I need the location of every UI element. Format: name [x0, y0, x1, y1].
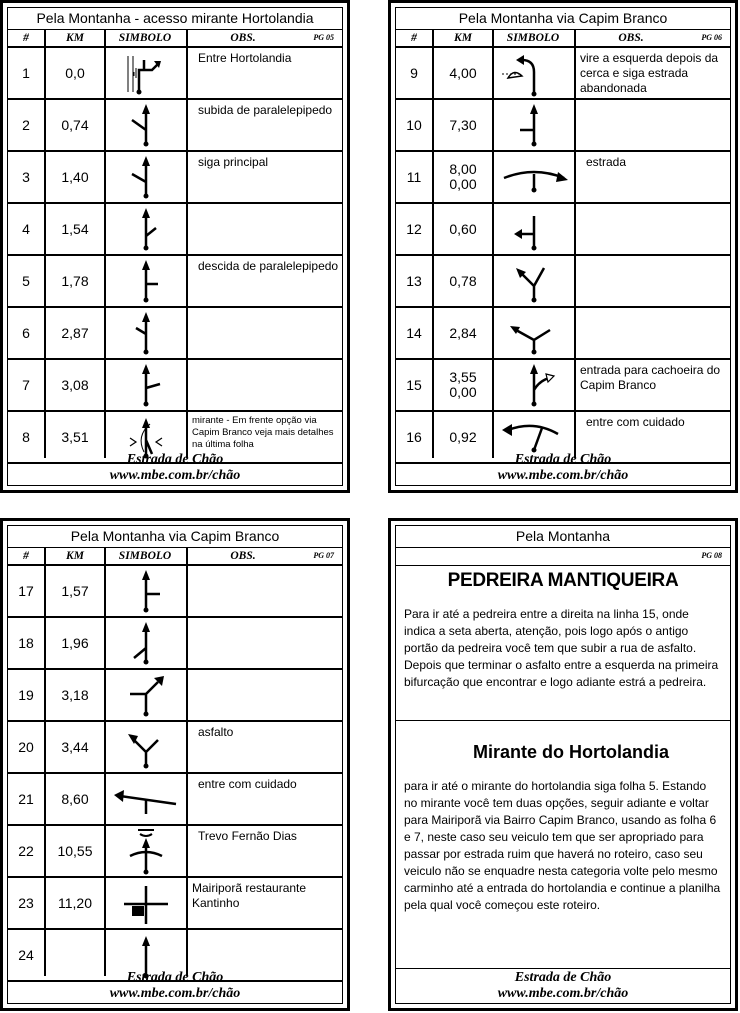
km-value: 1,40 — [61, 168, 89, 185]
km-cell — [46, 878, 104, 928]
section-text-mirante: para ir até o mirante do hortolandia siga folha 5. Estando no mirante você tem duas opções, seguir adiante e voltar para Mairiporã via Bairro Capim Branco, usando as folha 6 e 7, neste caso seu veiculo tem que ser apropriado para passar por estrada ruim que haverá no roteiro, caso seu veiculo não se enquadre nesta categoria volte pelo mesmo carminho até a entrada do hortolandia e continue a planilha pela qual você começou este roteiro. — [404, 779, 721, 912]
km-value: 0,78 — [449, 272, 477, 289]
observation-text: siga principal — [198, 155, 269, 169]
direction-arrow-icon — [106, 670, 186, 720]
km-value: 3,44 — [61, 738, 89, 755]
km-cell — [46, 670, 104, 720]
header-symbol: SIMBOLO — [118, 32, 172, 44]
km-cell — [434, 308, 492, 358]
row-number: 17 — [18, 582, 34, 599]
km-value: 7,30 — [449, 116, 477, 133]
km-reset-value: 0,00 — [449, 384, 477, 400]
km-value: 2,84 — [449, 324, 477, 341]
direction-arrow-icon — [494, 256, 574, 306]
km-value: 0,60 — [449, 220, 477, 237]
page-number: PG 08 — [701, 551, 722, 560]
km-value: 8,00 — [449, 161, 477, 177]
header-km: KM — [66, 32, 84, 44]
row-number: 7 — [22, 376, 30, 393]
row-number: 8 — [22, 428, 30, 445]
section-text-pedreira: Para ir até a pedreira entre a direita na linha 15, onde indica a seta aberta, atenção, pois logo após o antigo portão da pedreira você tem que subir a rua de asfalto. Depois que terminar o asfalto entre a esquerda na primeira bifurcação que encontrar e logo adiante estrá a pedreira. — [404, 607, 719, 689]
km-value: 0,92 — [449, 428, 477, 445]
table-row — [8, 360, 342, 412]
table-row — [8, 308, 342, 360]
observation-text: entre com cuidado — [198, 777, 297, 791]
info-card-pg08 — [388, 518, 738, 1011]
header-km: KM — [454, 32, 472, 44]
table-row — [8, 878, 342, 930]
header-num: # — [23, 550, 29, 562]
direction-arrow-icon — [106, 774, 186, 824]
card-footer — [8, 969, 342, 1003]
row-number: 18 — [18, 634, 34, 651]
section-heading-pedreira: PEDREIRA MANTIQUEIRA — [447, 570, 679, 591]
table-row — [8, 256, 342, 308]
km-cell — [46, 308, 104, 358]
direction-arrow-icon — [106, 48, 186, 98]
direction-arrow-icon — [106, 618, 186, 668]
footer-title: Estrada de Chão — [514, 452, 612, 467]
direction-arrow-icon — [494, 152, 574, 202]
row-number: 11 — [406, 168, 422, 185]
row-number: 20 — [18, 738, 34, 755]
km-cell — [46, 826, 104, 876]
row-number: 1 — [22, 64, 30, 81]
table-row — [8, 826, 342, 878]
km-cell — [46, 774, 104, 824]
table-row — [396, 204, 730, 256]
row-number: 5 — [22, 272, 30, 289]
km-cell — [434, 204, 492, 254]
direction-arrow-icon — [494, 100, 574, 150]
row-number: 10 — [406, 116, 422, 133]
observation-text: entrada para cachoeira do Capim Branco — [580, 363, 721, 392]
direction-arrow-icon — [494, 360, 574, 410]
row-number: 3 — [22, 168, 30, 185]
km-cell — [434, 360, 492, 410]
km-value: 2,87 — [61, 324, 89, 341]
table-row — [396, 48, 730, 100]
row-number: 14 — [406, 324, 422, 341]
km-value: 1,54 — [61, 220, 89, 237]
direction-arrow-icon — [494, 204, 574, 254]
direction-arrow-icon — [106, 566, 186, 616]
header-symbol: SIMBOLO — [118, 550, 172, 562]
km-cell — [46, 100, 104, 150]
km-value: 4,00 — [449, 64, 477, 81]
km-value: 3,51 — [61, 428, 89, 445]
km-value: 3,55 — [449, 369, 477, 385]
direction-arrow-icon — [106, 722, 186, 772]
km-cell — [434, 100, 492, 150]
km-cell — [46, 204, 104, 254]
km-cell — [46, 618, 104, 668]
row-number: 12 — [406, 220, 422, 237]
column-header — [8, 30, 342, 48]
roadbook-card-pg05 — [0, 0, 350, 493]
observation-text: mirante - Em frente opção via Capim Branco veja mais detalhes na última folha — [192, 415, 334, 450]
observation-text: entre com cuidado — [586, 415, 685, 429]
header-num: # — [411, 32, 417, 44]
km-cell — [46, 256, 104, 306]
page-number: PG 05 — [313, 33, 334, 42]
row-number: 24 — [18, 946, 34, 963]
table-row — [396, 152, 730, 204]
table-row — [8, 48, 342, 100]
km-cell — [46, 48, 104, 98]
km-cell — [46, 360, 104, 410]
observation-text: Mairiporã restaurante Kantinho — [192, 881, 307, 910]
km-cell — [46, 152, 104, 202]
km-value: 1,57 — [61, 582, 89, 599]
direction-arrow-icon — [106, 878, 186, 928]
footer-url: www.mbe.com.br/chão — [109, 468, 241, 483]
header-num: # — [23, 32, 29, 44]
observation-text: vire a esquerda depois da cerca e siga estrada abandonada — [580, 51, 719, 95]
roadbook-card-pg06 — [388, 0, 738, 493]
table-row — [8, 618, 342, 670]
km-value: 10,55 — [57, 842, 93, 859]
km-value: 3,18 — [61, 686, 89, 703]
table-row — [8, 204, 342, 256]
table-row — [8, 722, 342, 774]
table-row — [8, 100, 342, 152]
direction-arrow-icon — [106, 360, 186, 410]
footer-url: www.mbe.com.br/chão — [497, 986, 629, 1001]
footer-url: www.mbe.com.br/chão — [497, 468, 629, 483]
footer-url: www.mbe.com.br/chão — [109, 986, 241, 1001]
km-value: 11,20 — [58, 894, 92, 911]
km-value: 0,0 — [65, 64, 85, 81]
table-row — [396, 360, 730, 412]
row-number: 13 — [406, 272, 422, 289]
card-title: Pela Montanha — [396, 526, 730, 548]
direction-arrow-icon — [494, 48, 574, 98]
card-footer — [396, 968, 730, 1003]
km-cell — [434, 152, 492, 202]
header-symbol: SIMBOLO — [506, 32, 560, 44]
km-cell — [434, 48, 492, 98]
section-heading-mirante: Mirante do Hortolandia — [472, 742, 669, 762]
footer-title: Estrada de Chão — [126, 452, 224, 467]
row-number: 16 — [406, 428, 422, 445]
observation-text: descida de paralelepipedo — [198, 259, 339, 273]
direction-arrow-icon — [494, 308, 574, 358]
row-number: 6 — [22, 324, 30, 341]
card-footer — [8, 451, 342, 485]
direction-arrow-icon — [106, 826, 186, 876]
card-footer — [396, 451, 730, 485]
card-title: Pela Montanha via Capim Branco — [8, 526, 342, 548]
footer-title: Estrada de Chão — [126, 970, 224, 985]
row-number: 22 — [18, 842, 34, 859]
header-obs: OBS. — [230, 550, 256, 562]
row-number: 4 — [22, 220, 30, 237]
table-row — [8, 774, 342, 826]
direction-arrow-icon — [106, 204, 186, 254]
km-cell — [46, 566, 104, 616]
km-value: 1,96 — [61, 634, 89, 651]
table-row — [8, 670, 342, 722]
card-title: Pela Montanha via Capim Branco — [396, 8, 730, 30]
direction-arrow-icon — [106, 256, 186, 306]
row-number: 19 — [18, 686, 34, 703]
observation-text: Entre Hortolandia — [198, 51, 292, 65]
km-value: 3,08 — [61, 376, 89, 393]
table-row — [396, 256, 730, 308]
header-obs: OBS. — [618, 32, 644, 44]
km-value: 0,74 — [61, 116, 89, 133]
km-cell — [46, 722, 104, 772]
observation-text: asfalto — [198, 725, 234, 739]
direction-arrow-icon — [106, 100, 186, 150]
roadbook-card-pg07 — [0, 518, 350, 1011]
direction-arrow-icon — [106, 152, 186, 202]
column-header — [396, 30, 730, 48]
header-km: KM — [66, 550, 84, 562]
row-number: 9 — [410, 64, 418, 81]
km-value: 8,60 — [61, 790, 89, 807]
column-header — [8, 548, 342, 566]
row-number: 23 — [18, 894, 34, 911]
row-number: 15 — [406, 376, 422, 393]
row-number: 2 — [22, 116, 30, 133]
row-number: 21 — [18, 790, 34, 807]
observation-text: subida de paralelepipedo — [198, 103, 333, 117]
observation-text: Trevo Fernão Dias — [198, 829, 297, 843]
observation-text: estrada — [586, 155, 627, 169]
km-reset-value: 0,00 — [449, 176, 477, 192]
card-title: Pela Montanha - acesso mirante Hortolandia — [8, 8, 342, 30]
direction-arrow-icon — [106, 308, 186, 358]
page-header — [396, 548, 730, 566]
page-number: PG 06 — [701, 33, 722, 42]
page-number: PG 07 — [313, 551, 334, 560]
header-obs: OBS. — [230, 32, 256, 44]
divider — [396, 720, 730, 721]
table-row — [8, 152, 342, 204]
table-row — [396, 308, 730, 360]
km-value: 1,78 — [61, 272, 89, 289]
footer-title: Estrada de Chão — [514, 970, 612, 985]
table-row — [8, 566, 342, 618]
table-row — [396, 100, 730, 152]
km-cell — [434, 256, 492, 306]
